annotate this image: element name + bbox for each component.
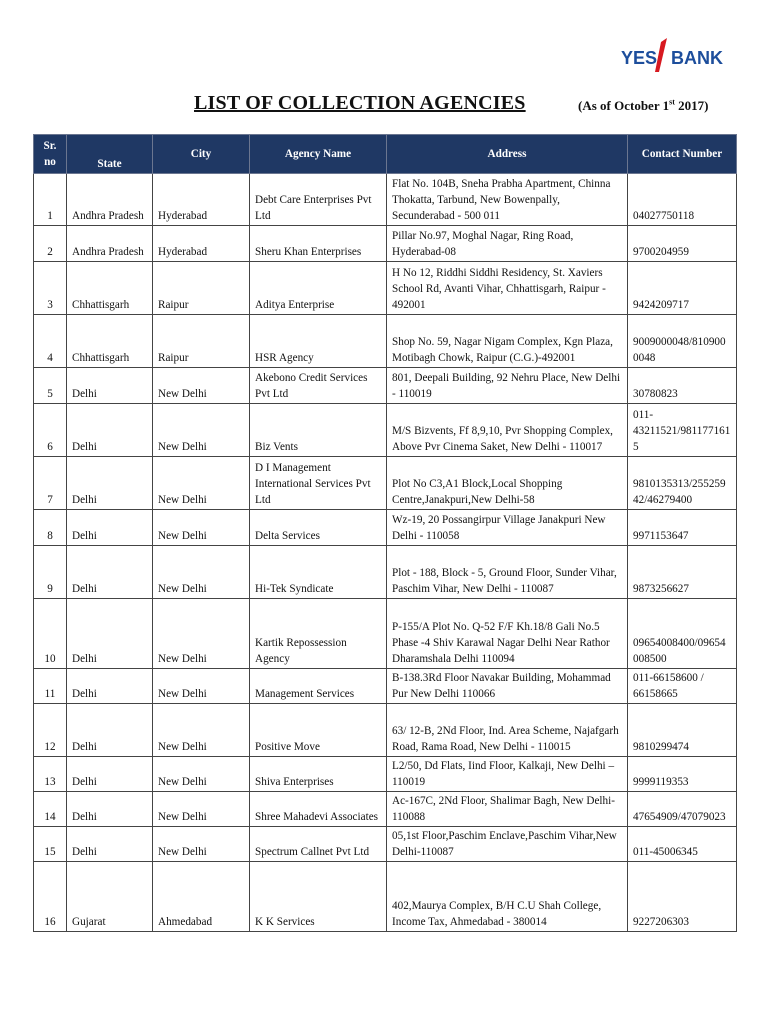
cell-contact-number: 09654008400/09654008500 [628,599,737,669]
cell-address: Shop No. 59, Nagar Nigam Complex, Kgn Plaza, Motibagh Chowk, Raipur (C.G.)-492001 [387,315,628,368]
as-of-date [578,98,708,114]
cell-agency-name: Management Services [250,669,387,704]
cell-address: M/S Bizvents, Ff 8,9,10, Pvr Shopping Complex, Above Pvr Cinema Saket, New Delhi - 110017 [387,404,628,457]
cell-address: Plot No C3,A1 Block,Local Shopping Centre,Janakpuri,New Delhi-58 [387,457,628,510]
cell-agency-name: Hi-Tek Syndicate [250,546,387,599]
cell-agency-name: Akebono Credit Services Pvt Ltd [250,368,387,404]
table-row [34,226,737,262]
cell-state: Delhi [67,510,153,546]
cell-sr-no: 9 [34,546,67,599]
cell-city: New Delhi [153,368,250,404]
cell-contact-number: 47654909/47079023 [628,792,737,827]
cell-sr-no: 15 [34,827,67,862]
cell-agency-name: Delta Services [250,510,387,546]
cell-state: Andhra Pradesh [67,226,153,262]
cell-agency-name: Kartik Repossession Agency [250,599,387,669]
cell-state: Delhi [67,599,153,669]
cell-contact-number: 9999119353 [628,757,737,792]
page-title: LIST OF COLLECTION AGENCIES [194,92,526,114]
table-row [34,704,737,757]
cell-city: Raipur [153,315,250,368]
cell-agency-name: Biz Vents [250,404,387,457]
table-row [34,368,737,404]
cell-address: 05,1st Floor,Paschim Enclave,Paschim Vihar,New Delhi-110087 [387,827,628,862]
cell-contact-number: 9009000048/8109000048 [628,315,737,368]
cell-address: 402,Maurya Complex, B/H C.U Shah College, Income Tax, Ahmedabad - 380014 [387,862,628,932]
cell-state: Delhi [67,704,153,757]
cell-city: New Delhi [153,704,250,757]
cell-agency-name: Debt Care Enterprises Pvt Ltd [250,174,387,226]
as-of-suffix: 2017) [674,98,709,113]
logo-text-right: BANK [671,48,723,68]
cell-address: Wz-19, 20 Possangirpur Village Janakpuri New Delhi - 110058 [387,510,628,546]
cell-city: New Delhi [153,457,250,510]
col-header-sr-no: Sr. no [34,135,67,174]
cell-contact-number: 011-45006345 [628,827,737,862]
cell-address: B-138.3Rd Floor Navakar Building, Mohammad Pur New Delhi 110066 [387,669,628,704]
cell-city: New Delhi [153,792,250,827]
table-row [34,174,737,226]
cell-agency-name: Shree Mahadevi Associates [250,792,387,827]
logo-text-left: YES [621,48,658,68]
col-header-address: Address [387,135,628,174]
cell-sr-no: 13 [34,757,67,792]
cell-sr-no: 12 [34,704,67,757]
cell-agency-name: Positive Move [250,704,387,757]
cell-address: 63/ 12-B, 2Nd Floor, Ind. Area Scheme, Najafgarh Road, Rama Road, New Delhi - 110015 [387,704,628,757]
cell-city: New Delhi [153,510,250,546]
cell-state: Delhi [67,368,153,404]
cell-city: Hyderabad [153,174,250,226]
cell-contact-number: 9810135313/25525942/46279400 [628,457,737,510]
cell-sr-no: 11 [34,669,67,704]
cell-state: Delhi [67,669,153,704]
col-header-agency-name: Agency Name [250,135,387,174]
cell-city: New Delhi [153,827,250,862]
table-row [34,827,737,862]
cell-contact-number: 9873256627 [628,546,737,599]
cell-state: Gujarat [67,862,153,932]
cell-sr-no: 10 [34,599,67,669]
cell-agency-name: Aditya Enterprise [250,262,387,315]
cell-contact-number: 9810299474 [628,704,737,757]
cell-address: Ac-167C, 2Nd Floor, Shalimar Bagh, New Delhi-110088 [387,792,628,827]
cell-contact-number: 9227206303 [628,862,737,932]
cell-city: Raipur [153,262,250,315]
cell-agency-name: Spectrum Callnet Pvt Ltd [250,827,387,862]
table-row [34,862,737,932]
cell-state: Delhi [67,827,153,862]
cell-state: Delhi [67,757,153,792]
cell-address: Pillar No.97, Moghal Nagar, Ring Road, Hyderabad-08 [387,226,628,262]
cell-address: P-155/A Plot No. Q-52 F/F Kh.18/8 Gali No.5 Phase -4 Shiv Karawal Nagar Delhi Near Rathor Dharamshala Delhi 110094 [387,599,628,669]
cell-agency-name: HSR Agency [250,315,387,368]
cell-contact-number: 9971153647 [628,510,737,546]
table-body [34,174,737,932]
agencies-table [33,134,737,932]
cell-sr-no: 3 [34,262,67,315]
yes-bank-logo [619,36,729,76]
table-header-row [34,135,737,174]
cell-city: New Delhi [153,599,250,669]
table-row [34,599,737,669]
cell-contact-number: 04027750118 [628,174,737,226]
table-row [34,792,737,827]
cell-sr-no: 8 [34,510,67,546]
table-row [34,546,737,599]
table-row [34,457,737,510]
logo-graphic [619,36,729,76]
cell-agency-name: K K Services [250,862,387,932]
page-header [0,92,768,122]
cell-address: H No 12, Riddhi Siddhi Residency, St. Xaviers School Rd, Avanti Vihar, Chhattisgarh, Raipur - 492001 [387,262,628,315]
cell-sr-no: 7 [34,457,67,510]
cell-sr-no: 6 [34,404,67,457]
cell-agency-name: D I Management International Services Pvt Ltd [250,457,387,510]
table-row [34,510,737,546]
cell-state: Andhra Pradesh [67,174,153,226]
cell-state: Chhattisgarh [67,315,153,368]
cell-address: Flat No. 104B, Sneha Prabha Apartment, Chinna Thokatta, Tarbund, New Bowenpally, Secunderabad - 500 011 [387,174,628,226]
col-header-state: State [67,135,153,174]
cell-address: L2/50, Dd Flats, Iind Floor, Kalkaji, New Delhi – 110019 [387,757,628,792]
cell-sr-no: 4 [34,315,67,368]
cell-city: New Delhi [153,404,250,457]
cell-state: Delhi [67,404,153,457]
cell-city: Hyderabad [153,226,250,262]
cell-sr-no: 16 [34,862,67,932]
cell-address: 801, Deepali Building, 92 Nehru Place, New Delhi - 110019 [387,368,628,404]
col-header-contact-number: Contact Number [628,135,737,174]
cell-address: Plot - 188, Block - 5, Ground Floor, Sunder Vihar, Paschim Vihar, New Delhi - 110087 [387,546,628,599]
cell-sr-no: 14 [34,792,67,827]
as-of-prefix: (As of October 1 [578,98,670,113]
cell-sr-no: 2 [34,226,67,262]
cell-agency-name: Sheru Khan Enterprises [250,226,387,262]
cell-agency-name: Shiva Enterprises [250,757,387,792]
cell-contact-number: 011-43211521/9811771615 [628,404,737,457]
table-row [34,669,737,704]
cell-state: Chhattisgarh [67,262,153,315]
col-header-city: City [153,135,250,174]
cell-contact-number: 9700204959 [628,226,737,262]
cell-sr-no: 5 [34,368,67,404]
cell-contact-number: 011-66158600 / 66158665 [628,669,737,704]
as-of-sup: st [669,97,675,107]
table-row [34,315,737,368]
cell-city: New Delhi [153,546,250,599]
cell-contact-number: 30780823 [628,368,737,404]
cell-state: Delhi [67,792,153,827]
cell-contact-number: 9424209717 [628,262,737,315]
table-row [34,757,737,792]
cell-state: Delhi [67,546,153,599]
table-row [34,404,737,457]
cell-sr-no: 1 [34,174,67,226]
cell-city: New Delhi [153,669,250,704]
cell-city: Ahmedabad [153,862,250,932]
cell-city: New Delhi [153,757,250,792]
cell-state: Delhi [67,457,153,510]
table-row [34,262,737,315]
